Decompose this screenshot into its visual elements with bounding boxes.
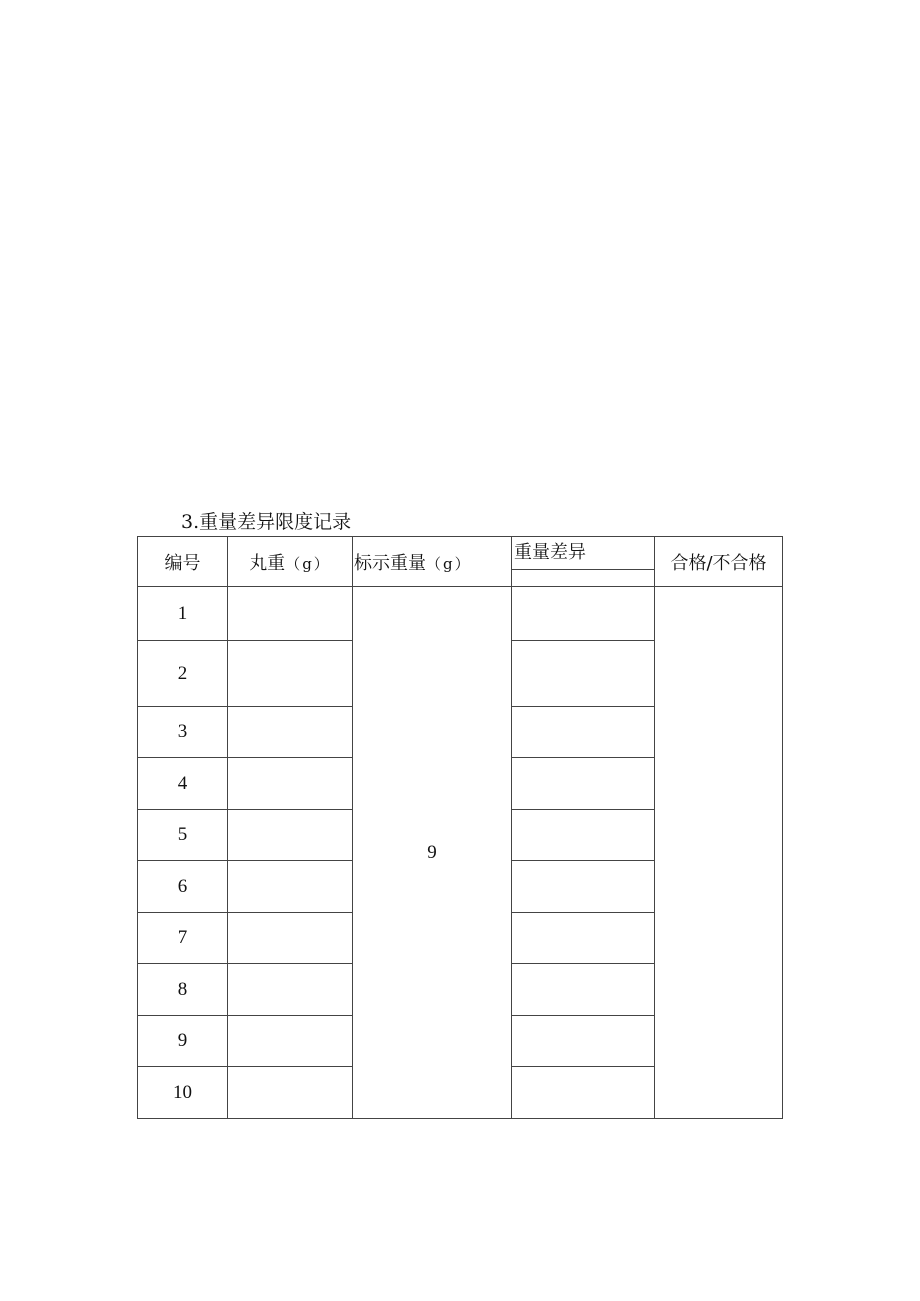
weight-difference-cell xyxy=(512,1016,655,1067)
weight-difference-cell xyxy=(512,861,655,913)
weight-difference-cell xyxy=(512,913,655,964)
header-number: 编号 xyxy=(138,537,228,587)
weight-variation-table xyxy=(137,536,783,1119)
pill-weight-cell xyxy=(228,707,353,758)
table-header-row xyxy=(138,537,783,587)
header-weight-difference-subcell xyxy=(512,570,654,586)
row-number: 3 xyxy=(138,707,228,758)
pill-weight-cell xyxy=(228,861,353,913)
header-pass-fail: 合格/不合格 xyxy=(655,537,783,587)
pill-weight-cell xyxy=(228,1067,353,1119)
pill-weight-cell xyxy=(228,587,353,641)
row-number: 7 xyxy=(138,913,228,964)
header-pill-weight: 丸重（g） xyxy=(228,537,353,587)
row-number: 10 xyxy=(138,1067,228,1119)
row-number: 4 xyxy=(138,758,228,810)
pill-weight-cell xyxy=(228,964,353,1016)
row-number: 9 xyxy=(138,1016,228,1067)
header-weight-difference xyxy=(512,537,655,587)
row-number: 1 xyxy=(138,587,228,641)
section-title: 3.重量差异限度记录 xyxy=(181,511,352,533)
weight-difference-cell xyxy=(512,810,655,861)
header-weight-difference-label: 重量差异 xyxy=(512,537,654,570)
weight-difference-cell xyxy=(512,641,655,707)
weight-difference-cell xyxy=(512,964,655,1016)
header-labeled-weight: 标示重量（g） xyxy=(353,537,512,587)
table-row xyxy=(138,587,783,641)
pill-weight-cell xyxy=(228,810,353,861)
row-number: 5 xyxy=(138,810,228,861)
pill-weight-cell xyxy=(228,1016,353,1067)
row-number: 8 xyxy=(138,964,228,1016)
row-number: 2 xyxy=(138,641,228,707)
weight-difference-cell xyxy=(512,1067,655,1119)
weight-difference-cell xyxy=(512,758,655,810)
pill-weight-cell xyxy=(228,758,353,810)
weight-difference-cell xyxy=(512,587,655,641)
pill-weight-cell xyxy=(228,641,353,707)
row-number: 6 xyxy=(138,861,228,913)
labeled-weight-cell: 9 xyxy=(353,587,512,1119)
weight-difference-cell xyxy=(512,707,655,758)
pass-fail-cell xyxy=(655,587,783,1119)
pill-weight-cell xyxy=(228,913,353,964)
